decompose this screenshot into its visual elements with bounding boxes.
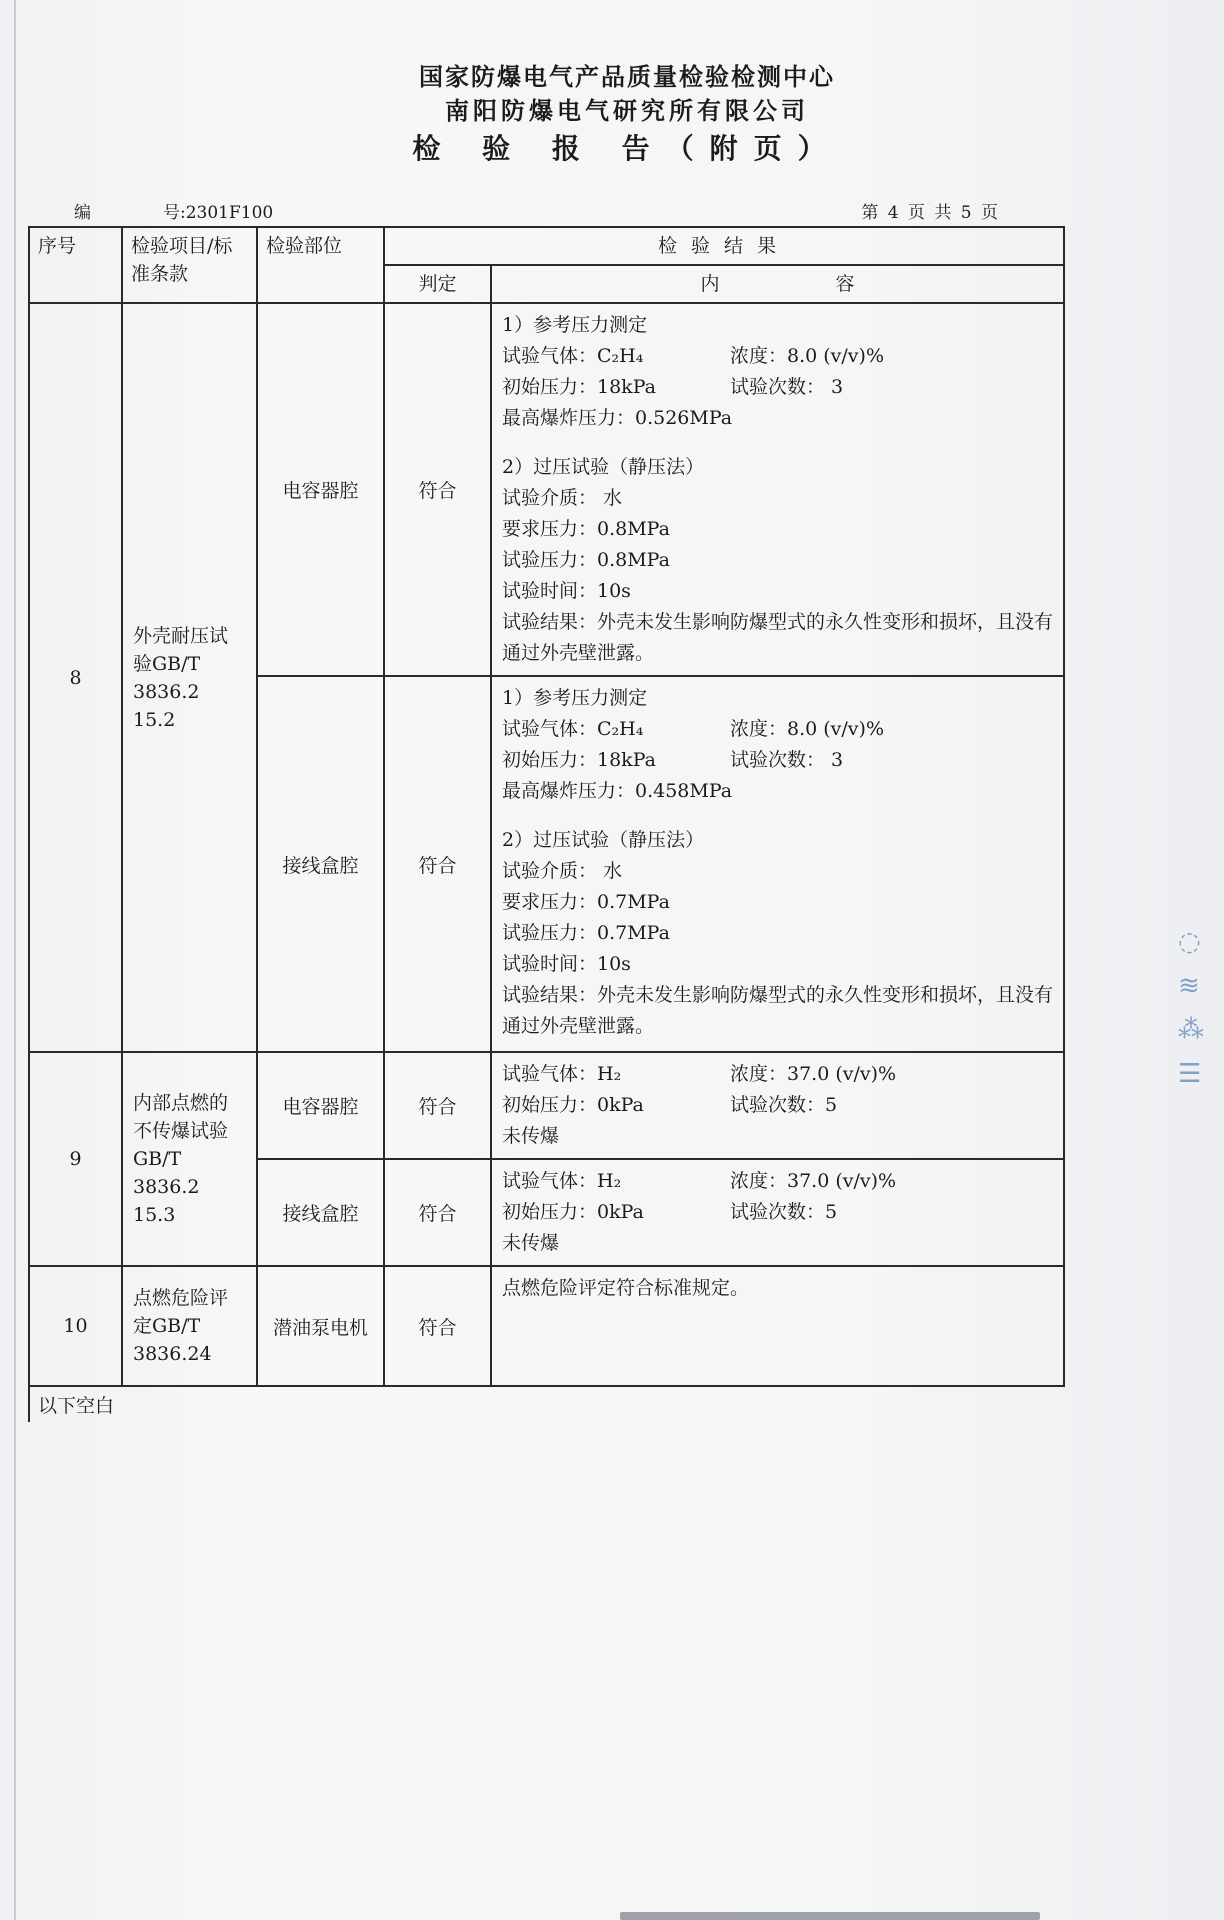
content-field: 试验次数： 3	[730, 749, 844, 771]
cell-part: 潜油泵电机	[257, 1266, 384, 1386]
report-title-line-1: 国家防爆电气产品质量检验检测中心	[419, 62, 835, 91]
content-line	[502, 372, 1053, 403]
cell-judgement: 符合	[384, 303, 491, 676]
inspection-results-table	[28, 226, 1065, 1422]
content-gap	[502, 434, 1053, 452]
content-field: 试验次数：5	[730, 1201, 838, 1223]
table-row	[29, 1266, 1064, 1386]
content-gap	[502, 807, 1053, 825]
content-line: 2）过压试验（静压法）	[502, 829, 705, 851]
report-title-line-3: 检 验 报 告（附页）	[412, 132, 842, 165]
content-line	[502, 1059, 1053, 1090]
header-result-group: 检验结果	[384, 227, 1064, 265]
cell-content	[491, 303, 1064, 676]
content-line: 1）参考压力测定	[502, 687, 648, 709]
cell-item: 内部点燃的不传爆试验GB/T 3836.2 15.3	[122, 1052, 257, 1266]
cell-part: 接线盒腔	[257, 1159, 384, 1266]
cell-judgement: 符合	[384, 676, 491, 1052]
content-line: 最高爆炸压力：0.526MPa	[502, 407, 733, 429]
content-field: 浓度：8.0 (v/v)%	[730, 718, 885, 740]
header-judgement: 判定	[384, 265, 491, 303]
content-line: 试验压力：0.8MPa	[502, 549, 670, 571]
cell-item: 外壳耐压试验GB/T 3836.2 15.2	[122, 303, 257, 1052]
cell-seq: 8	[29, 303, 122, 1052]
scan-bottom-shadow	[620, 1912, 1040, 1920]
content-field: 试验气体：C₂H₄	[502, 718, 644, 740]
content-field: 试验次数： 3	[730, 376, 844, 398]
content-line: 未传爆	[502, 1232, 560, 1254]
cell-seq: 9	[29, 1052, 122, 1266]
content-field: 初始压力：0kPa	[502, 1094, 644, 1116]
blank-below-note: 以下空白	[29, 1386, 1064, 1422]
report-number	[74, 198, 273, 223]
content-line: 未传爆	[502, 1125, 560, 1147]
report-number-value: 号:2301F100	[163, 203, 274, 223]
table-row	[29, 303, 1064, 676]
content-field: 试验气体：C₂H₄	[502, 345, 644, 367]
content-field: 试验气体：H₂	[502, 1063, 622, 1085]
content-field: 浓度：37.0 (v/v)%	[730, 1063, 897, 1085]
report-number-label: 编	[74, 203, 91, 223]
scan-edge-line	[14, 0, 16, 1920]
cell-content	[491, 1159, 1064, 1266]
content-line	[502, 1166, 1053, 1197]
content-line: 试验结果：外壳未发生影响防爆型式的永久性变形和损坏，且没有通过外壳壁泄露。	[502, 984, 1054, 1037]
content-field: 试验次数：5	[730, 1094, 838, 1116]
content-line: 1）参考压力测定	[502, 314, 648, 336]
cell-judgement: 符合	[384, 1159, 491, 1266]
cell-part: 电容器腔	[257, 1052, 384, 1159]
content-line: 最高爆炸压力：0.458MPa	[502, 780, 733, 802]
cell-item: 点燃危险评定GB/T 3836.24	[122, 1266, 257, 1386]
cell-part: 接线盒腔	[257, 676, 384, 1052]
header-part: 检验部位	[257, 227, 384, 303]
header-seq: 序号	[29, 227, 122, 303]
report-title-line-2: 南阳防爆电气研究所有限公司	[445, 96, 809, 125]
content-line: 要求压力：0.7MPa	[502, 891, 670, 913]
content-field: 初始压力：18kPa	[502, 749, 656, 771]
content-line: 试验介质： 水	[502, 860, 623, 882]
cell-judgement: 符合	[384, 1266, 491, 1386]
content-line: 试验结果：外壳未发生影响防爆型式的永久性变形和损坏，且没有通过外壳壁泄露。	[502, 611, 1054, 664]
cell-judgement: 符合	[384, 1052, 491, 1159]
content-line: 要求压力：0.8MPa	[502, 518, 670, 540]
content-field: 浓度：37.0 (v/v)%	[730, 1170, 897, 1192]
cell-part: 电容器腔	[257, 303, 384, 676]
content-line	[502, 745, 1053, 776]
content-field: 初始压力：18kPa	[502, 376, 656, 398]
page-info: 第 4 页 共 5 页	[861, 203, 1000, 223]
content-line: 点燃危险评定符合标准规定。	[502, 1277, 750, 1299]
content-line	[502, 341, 1053, 372]
content-line: 试验时间：10s	[502, 953, 631, 975]
report-title-block	[0, 60, 1224, 170]
side-stamp-fragment: ◌ ≋ ⁂ ☰	[1178, 927, 1204, 1089]
content-line	[502, 714, 1053, 745]
content-line: 2）过压试验（静压法）	[502, 456, 705, 478]
cell-content	[491, 1266, 1064, 1386]
header-item: 检验项目/标准条款	[122, 227, 257, 303]
cell-content	[491, 676, 1064, 1052]
content-line	[502, 1197, 1053, 1228]
table-footer-row	[29, 1386, 1064, 1422]
content-field: 试验气体：H₂	[502, 1170, 622, 1192]
content-line	[502, 1090, 1053, 1121]
header-content: 内 容	[491, 265, 1064, 303]
table-row	[29, 1052, 1064, 1159]
content-line: 试验介质： 水	[502, 487, 623, 509]
content-field: 浓度：8.0 (v/v)%	[730, 345, 885, 367]
cell-content	[491, 1052, 1064, 1159]
content-line: 试验压力：0.7MPa	[502, 922, 670, 944]
cell-seq: 10	[29, 1266, 122, 1386]
content-field: 初始压力：0kPa	[502, 1201, 644, 1223]
content-line: 试验时间：10s	[502, 580, 631, 602]
